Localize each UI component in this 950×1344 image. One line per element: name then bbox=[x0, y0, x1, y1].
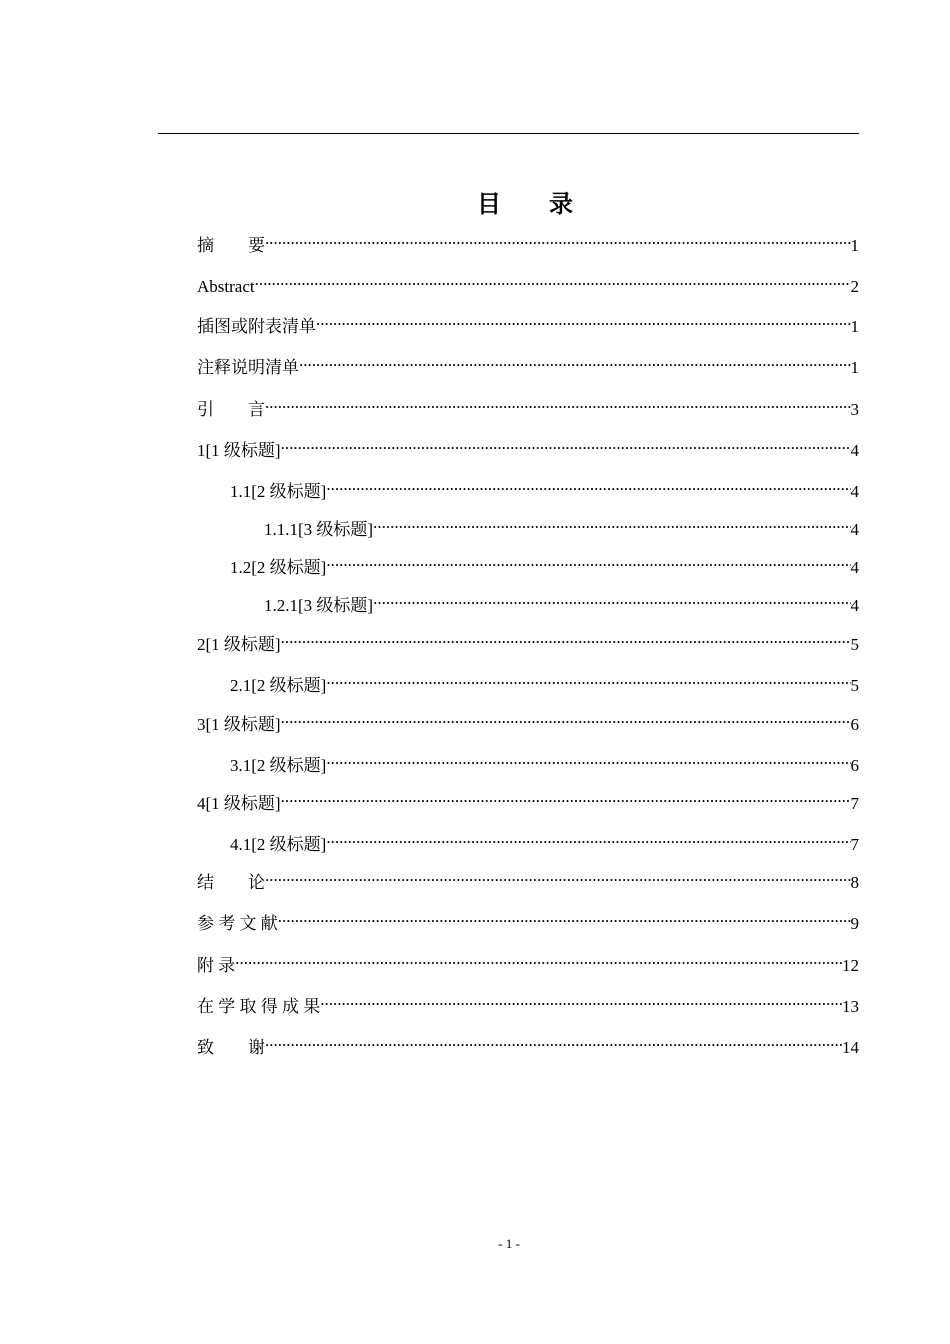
toc-entry-leader bbox=[373, 587, 850, 611]
toc-entry-label: 3[1 级标题] bbox=[197, 715, 281, 734]
toc-entry-page: 9 bbox=[850, 914, 859, 933]
toc-entry-label: 摘 要 bbox=[197, 236, 265, 255]
toc-entry-label: 注释说明清单 bbox=[197, 358, 299, 377]
toc-entry-leader bbox=[281, 706, 851, 730]
toc-entry-leader bbox=[320, 988, 842, 1012]
toc-entry-leader bbox=[326, 473, 850, 497]
toc-entry-label: 致 谢 bbox=[197, 1038, 265, 1057]
toc-entry-leader bbox=[265, 227, 851, 251]
toc-entry-label: 1.2.1[3 级标题] bbox=[264, 596, 374, 615]
toc-entry-page: 6 bbox=[850, 756, 859, 775]
toc-entry-label: 1.2[2 级标题] bbox=[230, 558, 327, 577]
toc-entry-page: 4 bbox=[850, 482, 859, 501]
toc-entry-page: 4 bbox=[850, 520, 859, 539]
toc-entry-leader bbox=[235, 947, 842, 971]
toc-entry-references[interactable] bbox=[197, 905, 859, 933]
toc-entry-page: 5 bbox=[850, 676, 859, 695]
toc-entry-chapter-4[interactable] bbox=[197, 785, 859, 813]
toc-entry-label: 1.1.1[3 级标题] bbox=[264, 520, 374, 539]
toc-entry-section-1-1[interactable] bbox=[230, 473, 859, 501]
toc-entry-label: 插图或附表清单 bbox=[197, 317, 316, 336]
toc-entry-page: 14 bbox=[842, 1038, 859, 1057]
toc-entry-page: 4 bbox=[850, 596, 859, 615]
toc-entry-leader bbox=[326, 826, 850, 850]
toc-entry-label: 2.1[2 级标题] bbox=[230, 676, 327, 695]
toc-entry-leader bbox=[281, 432, 851, 456]
toc-entry-abstract-en[interactable] bbox=[197, 268, 859, 296]
toc-entry-label: 4.1[2 级标题] bbox=[230, 835, 327, 854]
toc-entry-introduction[interactable] bbox=[197, 391, 859, 419]
toc-entry-label: 3.1[2 级标题] bbox=[230, 756, 327, 775]
toc-entry-appendix[interactable] bbox=[197, 947, 859, 975]
toc-entry-notes[interactable] bbox=[197, 349, 859, 377]
toc-entry-leader bbox=[281, 785, 851, 809]
toc-entry-leader bbox=[326, 549, 850, 573]
toc-entry-chapter-3[interactable] bbox=[197, 706, 859, 734]
toc-entry-section-1-2[interactable] bbox=[230, 549, 859, 577]
toc-entry-page: 4 bbox=[850, 558, 859, 577]
toc-entry-page: 1 bbox=[850, 236, 859, 255]
toc-entry-acknowledgements[interactable] bbox=[197, 1029, 859, 1057]
toc-entry-label: 在 学 取 得 成 果 bbox=[197, 997, 321, 1016]
toc-entry-page: 3 bbox=[850, 400, 859, 419]
toc-entry-leader bbox=[299, 349, 851, 373]
toc-title: 目 录 bbox=[477, 192, 573, 218]
toc-entry-section-1-1-1[interactable] bbox=[264, 511, 859, 539]
toc-entry-page: 1 bbox=[850, 317, 859, 336]
toc-entry-label: 4[1 级标题] bbox=[197, 794, 281, 813]
toc-entry-chapter-2[interactable] bbox=[197, 626, 859, 654]
toc-entry-achievements[interactable] bbox=[197, 988, 859, 1016]
toc-entry-leader bbox=[278, 905, 851, 929]
toc-entry-label: Abstract bbox=[197, 277, 255, 296]
toc-entry-label: 结 论 bbox=[197, 873, 265, 892]
toc-entry-page: 5 bbox=[850, 635, 859, 654]
toc-entry-section-2-1[interactable] bbox=[230, 667, 859, 695]
toc-entry-leader bbox=[265, 1029, 842, 1053]
toc-entry-page: 4 bbox=[850, 441, 859, 460]
toc-entry-page: 12 bbox=[842, 956, 859, 975]
toc-entry-label: 引 言 bbox=[197, 400, 265, 419]
toc-entry-leader bbox=[265, 391, 851, 415]
toc-entry-figures[interactable] bbox=[197, 308, 859, 336]
toc-entry-page: 1 bbox=[850, 358, 859, 377]
toc-entry-label: 参 考 文 献 bbox=[197, 914, 278, 933]
page-number: - 1 - bbox=[498, 1236, 520, 1251]
toc-entry-page: 8 bbox=[850, 873, 859, 892]
toc-entry-section-4-1[interactable] bbox=[230, 826, 859, 854]
toc-entry-section-1-2-1[interactable] bbox=[264, 587, 859, 615]
toc-entry-label: 1.1[2 级标题] bbox=[230, 482, 327, 501]
toc-entry-label: 2[1 级标题] bbox=[197, 635, 281, 654]
toc-entry-page: 6 bbox=[850, 715, 859, 734]
toc-entry-label: 1[1 级标题] bbox=[197, 441, 281, 460]
toc-entry-leader bbox=[326, 667, 850, 691]
toc-entry-leader bbox=[255, 268, 851, 292]
toc-entry-page: 2 bbox=[850, 277, 859, 296]
toc-entry-page: 13 bbox=[842, 997, 859, 1016]
toc-entry-leader bbox=[373, 511, 850, 535]
toc-entry-label: 附 录 bbox=[197, 956, 236, 975]
toc-entry-leader bbox=[265, 864, 851, 888]
toc-entry-leader bbox=[316, 308, 851, 332]
toc-list bbox=[197, 0, 859, 1100]
toc-entry-abstract-cn[interactable] bbox=[197, 227, 859, 255]
toc-entry-section-3-1[interactable] bbox=[230, 747, 859, 775]
toc-entry-chapter-1[interactable] bbox=[197, 432, 859, 460]
toc-entry-page: 7 bbox=[850, 794, 859, 813]
toc-entry-conclusion[interactable] bbox=[197, 864, 859, 892]
toc-entry-leader bbox=[326, 747, 850, 771]
toc-entry-page: 7 bbox=[850, 835, 859, 854]
toc-entry-leader bbox=[281, 626, 851, 650]
